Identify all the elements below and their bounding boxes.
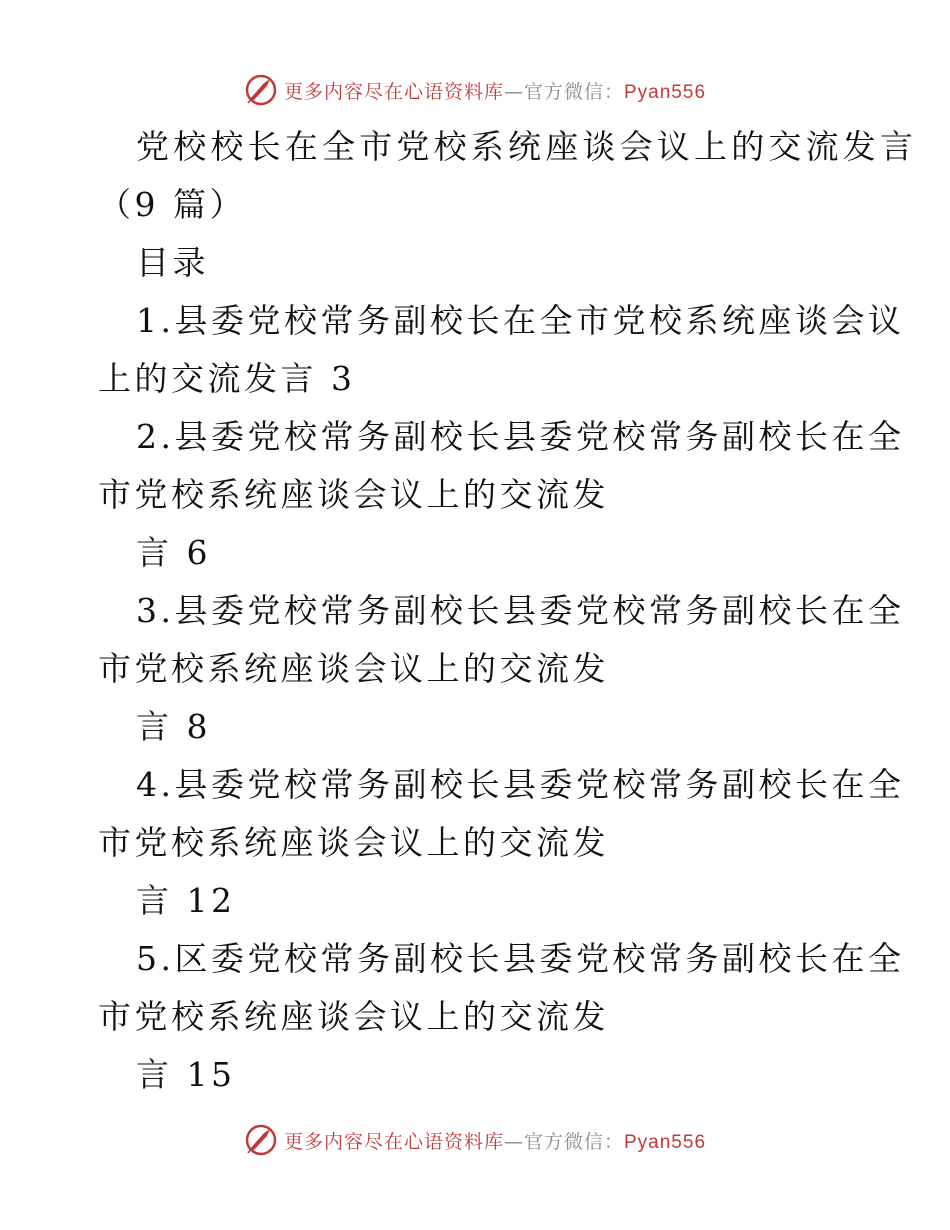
document-title-line-1: 党校校长在全市党校系统座谈会议上的交流发言	[136, 127, 918, 166]
toc-entry-line: 言 15	[136, 1055, 236, 1094]
toc-entry-line: 2.县委党校常务副校长县委党校常务副校长在全	[136, 417, 905, 456]
watermark-dash: —	[503, 80, 524, 103]
toc-entry-line: 3.县委党校常务副校长县委党校常务副校长在全	[136, 591, 905, 630]
document-title-line-2: （9 篇）	[98, 185, 246, 224]
toc-entry-line: 5.区委党校常务副校长县委党校常务副校长在全	[136, 939, 905, 978]
watermark-wechat-label: 官方微信：	[523, 80, 624, 103]
toc-entry-line: 市党校系统座谈会议上的交流发	[98, 649, 609, 688]
watermark-wechat-label: 官方微信：	[523, 1130, 624, 1153]
toc-heading: 目录	[136, 243, 209, 282]
toc-entry-line: 言 12	[136, 881, 236, 920]
toc-entry-line: 市党校系统座谈会议上的交流发	[98, 475, 609, 514]
toc-entry-line: 上的交流发言 3	[98, 359, 356, 398]
document-body	[98, 118, 918, 1104]
toc-entry-1	[98, 292, 905, 408]
watermark-text	[284, 1127, 706, 1154]
watermark-wechat-id: Pyan556	[624, 81, 707, 103]
toc-entry-line: 4.县委党校常务副校长县委党校常务副校长在全	[136, 765, 905, 804]
toc-entry-line: 言 6	[136, 533, 211, 572]
toc-entry-3	[98, 582, 905, 756]
footer-watermark	[0, 1120, 950, 1160]
toc-entry-line: 言 8	[136, 707, 211, 746]
toc-entry-line: 1.县委党校常务副校长在全市党校系统座谈会议	[136, 301, 905, 340]
toc-entry-2	[98, 408, 905, 582]
toc-entry-line: 市党校系统座谈会议上的交流发	[98, 823, 609, 862]
watermark-wechat-id: Pyan556	[624, 1131, 707, 1153]
toc-entry-line: 市党校系统座谈会议上的交流发	[98, 997, 609, 1036]
watermark-dash: —	[503, 1130, 524, 1153]
quill-logo-icon	[244, 73, 278, 107]
watermark-prefix: 更多内容尽在心语资料库	[283, 1130, 504, 1153]
quill-logo-icon	[244, 1123, 278, 1157]
watermark-prefix: 更多内容尽在心语资料库	[283, 80, 504, 103]
toc-entry-4	[98, 756, 905, 930]
watermark-text	[284, 77, 706, 104]
toc-entry-5	[98, 930, 905, 1104]
header-watermark	[0, 70, 950, 110]
